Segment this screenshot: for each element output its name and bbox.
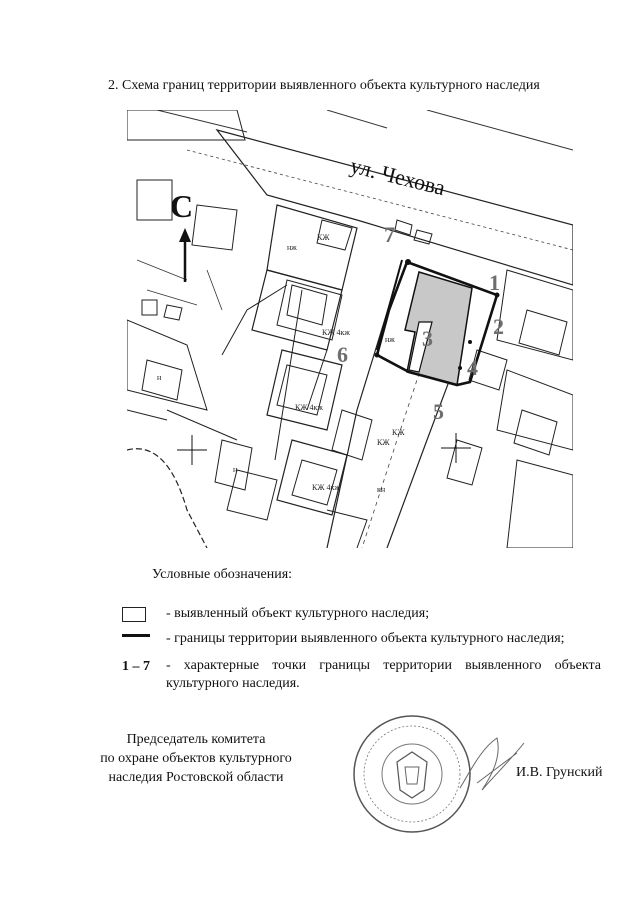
legend-object-symbol — [122, 607, 146, 622]
signatory-position-line-3: наследия Ростовской области — [108, 770, 284, 785]
point-label-2: 2 — [493, 314, 504, 339]
building-label: КЖ 4кж — [295, 403, 323, 412]
document-heading: 2. Схема границ территории выявленного объекта культурного наследия — [108, 78, 540, 93]
legend-points-text: - характерные точки границы территории выявленного объекта культурного наследия. — [166, 658, 601, 691]
cadastral-map — [127, 110, 573, 548]
signatory-name: И.В. Грунский — [516, 765, 603, 780]
point-label-3: 3 — [422, 326, 433, 351]
building-block — [267, 205, 357, 290]
building-block — [252, 270, 342, 350]
building-label: н — [157, 373, 162, 382]
building-label: нж — [385, 335, 395, 344]
map-drawing — [127, 110, 573, 548]
building-label: кн — [377, 485, 386, 494]
legend-boundary-text: - границы территории выявленного объекта культурного наследия; — [166, 631, 565, 646]
building-label: КЖ — [317, 233, 330, 242]
point-label-4: 4 — [467, 355, 478, 380]
building-label: нж — [287, 243, 297, 252]
building-label: н — [233, 465, 238, 474]
legend-title: Условные обозначения: — [152, 567, 293, 582]
handwritten-signature — [452, 718, 532, 808]
signatory-position-line-1: Председатель комитета — [126, 732, 266, 747]
street-band — [217, 130, 573, 285]
building-label: КЖ — [392, 428, 405, 437]
point-label-1: 1 — [489, 270, 500, 295]
legend-points-symbol: 1 – 7 — [122, 659, 150, 674]
north-label: С — [170, 188, 194, 224]
building-label: КЖ 4кж — [312, 483, 340, 492]
upper-lines — [157, 110, 573, 150]
legend-boundary-symbol — [122, 634, 150, 637]
point-label-5: 5 — [433, 399, 444, 424]
point-label-6: 6 — [337, 342, 348, 367]
legend-object-text: - выявленный объект культурного наследия; — [166, 606, 430, 621]
street-name: ул. Чехова — [347, 152, 448, 201]
building-label: КЖ — [377, 438, 390, 447]
signatory-position — [74, 730, 318, 787]
point-label-7: 7 — [384, 222, 395, 247]
building-label: КЖ 4кж — [322, 328, 350, 337]
signatory-position-line-2: по охране объектов культурного — [100, 751, 292, 766]
